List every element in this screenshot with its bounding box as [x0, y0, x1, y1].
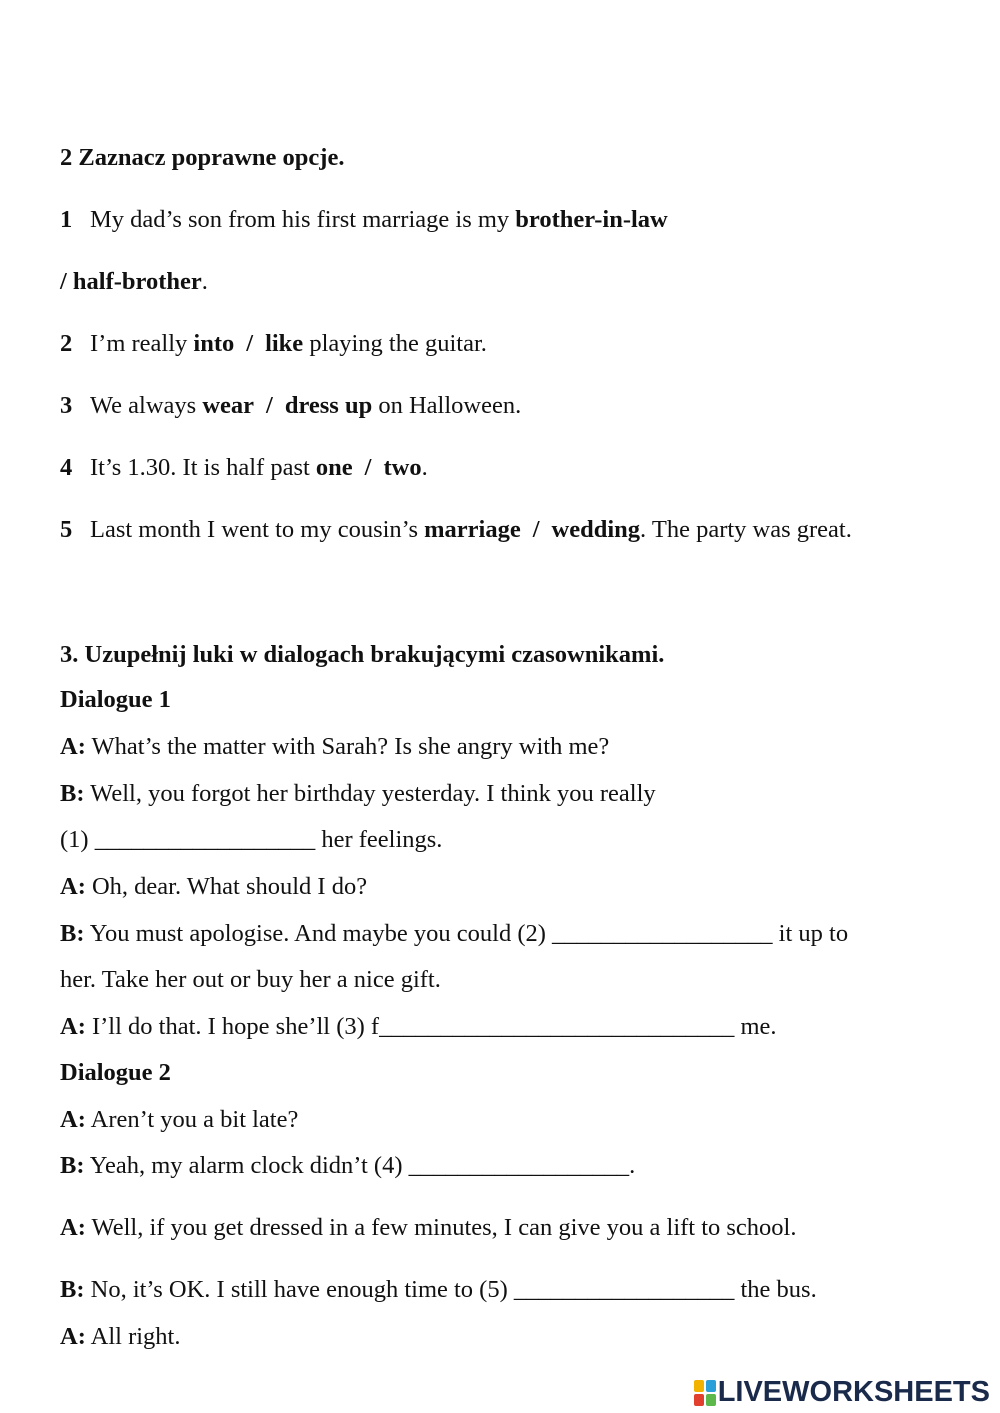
speaker: A: [60, 1323, 86, 1350]
line-text: her. Take her out or buy her a nice gift. [60, 966, 441, 993]
ex2-item-1-continued [60, 270, 208, 295]
item-text: I’m really [90, 330, 194, 357]
ex2-item-4 [60, 456, 428, 481]
option-into[interactable]: into [193, 330, 235, 357]
item-text-end: . [421, 454, 428, 481]
speaker: A: [60, 873, 86, 900]
item-number: 2 [60, 330, 73, 357]
line-text: Oh, dear. What should I do? [85, 873, 368, 900]
option-one[interactable]: one [315, 454, 353, 481]
speaker: B: [60, 780, 85, 807]
dialogue-line [60, 735, 609, 760]
dialogue-line [60, 782, 656, 807]
item-number: 3 [60, 392, 73, 419]
dialogue-line [60, 1325, 180, 1350]
speaker: A: [60, 1106, 86, 1133]
option-separator: / [266, 392, 273, 419]
speaker: B: [60, 920, 85, 947]
dialogue-1-heading: Dialogue 1 [60, 686, 171, 713]
dialogue-line-gap-5[interactable] [60, 1278, 817, 1303]
logo-mark-square [694, 1394, 704, 1406]
item-number: 1 [60, 206, 73, 233]
item-number: 4 [60, 454, 73, 481]
option-dress-up[interactable]: dress up [284, 392, 373, 419]
item-text: Last month I went to my cousin’s [90, 516, 425, 543]
dialogue-line [60, 1108, 298, 1133]
speaker: A: [60, 733, 86, 760]
line-text: Aren’t you a bit late? [85, 1106, 299, 1133]
line-text: Yeah, my alarm clock didn’t (4) __________________. [84, 1152, 636, 1179]
item-text: We always [90, 392, 203, 419]
logo-mark-icon [694, 1380, 716, 1406]
item-text: It’s 1.30. It is half past [90, 454, 316, 481]
option-like[interactable]: like [265, 330, 304, 357]
option-wear[interactable]: wear [202, 392, 255, 419]
line-text: You must apologise. And maybe you could (2) __________________ it up to [84, 920, 849, 947]
speaker: A: [60, 1013, 86, 1040]
option-wedding[interactable]: wedding [551, 516, 641, 543]
dialogue-line-gap-3[interactable] [60, 1015, 777, 1040]
option-brother-in-law[interactable]: brother-in-law [515, 206, 668, 233]
dialogue-line-gap-1[interactable] [60, 828, 442, 853]
dialogue-2-heading: Dialogue 2 [60, 1059, 171, 1086]
exercise-2-title: 2 Zaznacz poprawne opcje. [60, 144, 345, 171]
logo-mark-square [706, 1380, 716, 1392]
option-separator: / [246, 330, 254, 357]
option-separator: / [364, 454, 372, 481]
speaker: B: [60, 1152, 85, 1179]
option-marriage[interactable]: marriage [424, 516, 521, 543]
logo-text: LIVEWORKSHEETS [717, 1376, 990, 1408]
item-text-end: playing the guitar. [303, 330, 487, 357]
ex2-item-2 [60, 332, 487, 357]
logo-mark-square [694, 1380, 704, 1392]
item-text-end: on Halloween. [372, 392, 522, 419]
item-text-end: . The party was great. [640, 516, 852, 543]
line-text: Well, you forgot her birthday yesterday. I think you really [84, 780, 656, 807]
speaker: B: [60, 1276, 85, 1303]
ex2-item-5 [60, 518, 852, 543]
speaker: A: [60, 1214, 86, 1241]
dialogue-line [60, 875, 367, 900]
line-text: I’ll do that. I hope she’ll (3) f_____________________________ me. [85, 1013, 777, 1040]
item-text: My dad’s son from his first marriage is my [90, 206, 516, 233]
liveworksheets-logo[interactable] [694, 1378, 990, 1407]
dialogue-line [60, 1216, 797, 1241]
logo-mark-square [706, 1394, 716, 1406]
ex2-item-3 [60, 394, 521, 419]
option-two[interactable]: two [383, 454, 422, 481]
dialogue-line [60, 968, 441, 993]
option-half-brother[interactable]: / half-brother [60, 268, 202, 295]
exercise-3-title: 3. Uzupełnij luki w dialogach brakującymi czasownikami. [60, 641, 665, 668]
option-separator: / [532, 516, 540, 543]
line-text: What’s the matter with Sarah? Is she angry with me? [85, 733, 610, 760]
item-number: 5 [60, 516, 73, 543]
dialogue-line-gap-4[interactable] [60, 1154, 635, 1179]
dialogue-line-gap-2[interactable] [60, 922, 848, 947]
line-text: Well, if you get dressed in a few minutes, I can give you a lift to school. [85, 1214, 797, 1241]
line-text: All right. [85, 1323, 181, 1350]
item-text-end: . [201, 268, 208, 295]
ex2-item-1 [60, 208, 668, 233]
line-text: (1) __________________ her feelings. [60, 826, 443, 853]
line-text: No, it’s OK. I still have enough time to (5) __________________ the bus. [84, 1276, 817, 1303]
